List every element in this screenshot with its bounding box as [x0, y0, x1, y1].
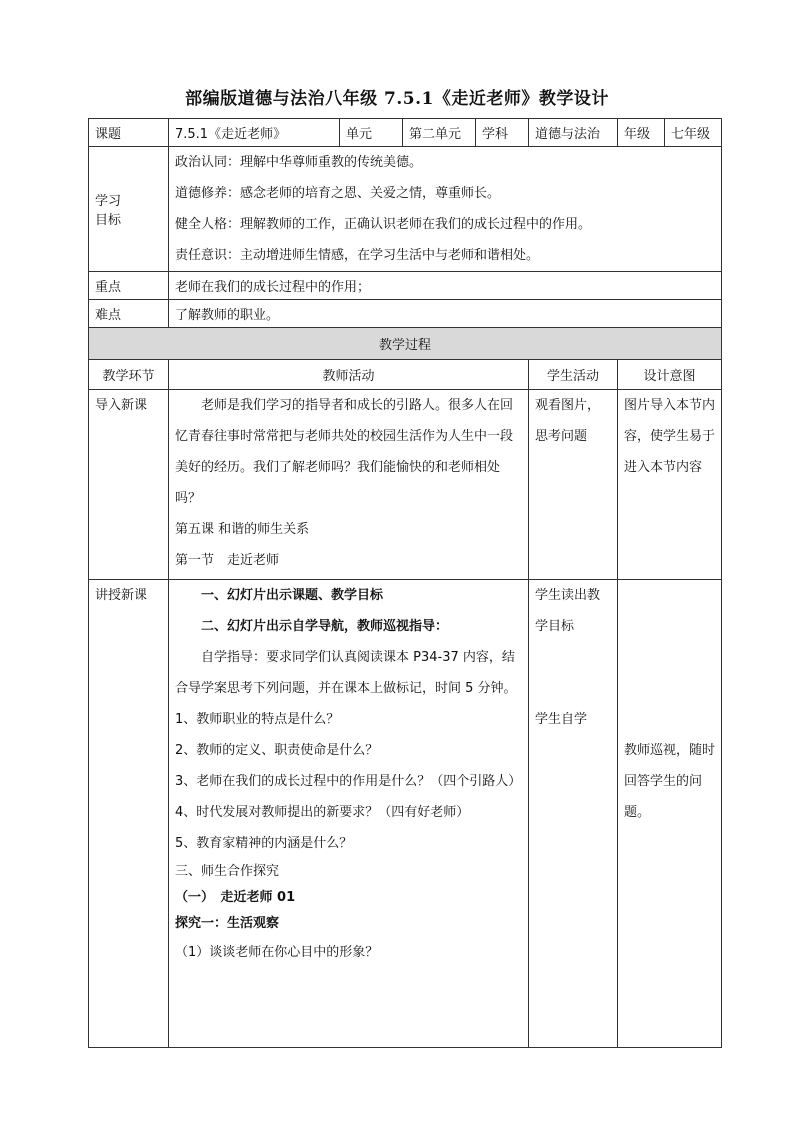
- process-title-row: [89, 328, 722, 360]
- lecture-exploration: 探究一：生活观察: [175, 916, 280, 931]
- header-teacher: 教师活动: [169, 360, 529, 390]
- lecture-step-2: 二、幻灯片出示自学导航，教师巡视指导：: [201, 619, 449, 634]
- lecture-teacher: [169, 580, 529, 1048]
- difficulty-row: [89, 300, 722, 328]
- intro-teacher-paragraph: 老师是我们学习的指导者和成长的引路人。很多人在回忆青春往事时常常把与老师共处的校园生活作为人生中一段美好的经历。我们了解老师吗？我们能愉快的和老师相处吗？: [175, 398, 514, 506]
- topic-label: 课题: [89, 119, 169, 147]
- key-point-label: 重点: [89, 272, 169, 300]
- lecture-student-2: 学生自学: [535, 712, 588, 727]
- lecture-student: [529, 580, 618, 1048]
- lecture-exploration-question: （1）谈谈老师在你心目中的形象？: [175, 945, 379, 960]
- lecture-self-study: 自学指导：要求同学们认真阅读课本 P34-37 内容，结合导学案思考下列问题，并在课本上做标记，时间 5 分钟。: [175, 650, 517, 696]
- intro-row: [89, 390, 722, 580]
- lecture-question: 4、时代发展对教师提出的新要求？（四有好老师）: [175, 805, 470, 820]
- goal-item: 责任意识：主动增进师生情感，在学习生活中与老师和谐相处。: [175, 248, 540, 263]
- subject-value: 道德与法治: [529, 119, 618, 147]
- lecture-step-1: 一、幻灯片出示课题、教学目标: [201, 588, 384, 603]
- intro-student: 观看图片，思考问题: [529, 390, 618, 580]
- goal-item: 健全人格：理解教师的工作，正确认识老师在我们的成长过程中的作用。: [175, 217, 592, 232]
- goals-row: [89, 147, 722, 272]
- lecture-question: 5、教育家精神的内涵是什么？: [175, 836, 353, 851]
- intro-stage: 导入新课: [89, 390, 169, 580]
- header-student: 学生活动: [529, 360, 618, 390]
- lecture-step-3: 三、师生合作探究: [175, 864, 280, 879]
- lecture-intent-text: 教师巡视，随时回答学生的问题。: [624, 743, 716, 820]
- goals-label-line1: 学习: [95, 194, 122, 209]
- intro-lesson-title: 第五课 和谐的师生关系: [175, 522, 310, 537]
- goal-item: 道德修养：感念老师的培育之恩、关爱之情，尊重师长。: [175, 186, 501, 201]
- lecture-student-1: 学生读出教学目标: [535, 588, 601, 634]
- goals-list: [169, 147, 722, 272]
- key-point-value: 老师在我们的成长过程中的作用；: [169, 272, 722, 300]
- unit-value: 第二单元: [403, 119, 476, 147]
- header-intent: 设计意图: [618, 360, 722, 390]
- header-stage: 教学环节: [89, 360, 169, 390]
- lecture-question: 1、教师职业的特点是什么？: [175, 712, 340, 727]
- intro-section-title: 第一节 走近老师: [175, 553, 280, 568]
- key-point-row: [89, 272, 722, 300]
- lecture-question: 3、老师在我们的成长过程中的作用是什么？（四个引路人）: [175, 774, 522, 789]
- process-title: 教学过程: [89, 328, 722, 360]
- intro-intent: 图片导入本节内容，使学生易于进入本节内容: [618, 390, 722, 580]
- goals-label-line2: 目标: [95, 213, 122, 228]
- subject-label: 学科: [476, 119, 529, 147]
- unit-label: 单元: [340, 119, 403, 147]
- topic-value: 7.5.1《走近老师》: [169, 119, 340, 147]
- lesson-plan-table: [88, 118, 722, 1048]
- grade-value: 七年级: [665, 119, 722, 147]
- lecture-row: [89, 580, 722, 1048]
- grade-label: 年级: [618, 119, 665, 147]
- lecture-question: 2、教师的定义、职责使命是什么？: [175, 743, 379, 758]
- difficulty-label: 难点: [89, 300, 169, 328]
- difficulty-value: 了解教师的职业。: [169, 300, 722, 328]
- info-row: [89, 119, 722, 147]
- lecture-stage: 讲授新课: [89, 580, 169, 1048]
- goal-item: 政治认同：理解中华尊师重教的传统美德。: [175, 155, 423, 170]
- lecture-subsection: （一） 走近老师 01: [175, 890, 296, 905]
- process-header-row: [89, 360, 722, 390]
- page-title: 部编版道德与法治八年级 7.5.1《走近老师》教学设计: [185, 89, 609, 109]
- goals-label: [89, 147, 169, 272]
- lecture-intent: [618, 580, 722, 1048]
- intro-teacher: [169, 390, 529, 580]
